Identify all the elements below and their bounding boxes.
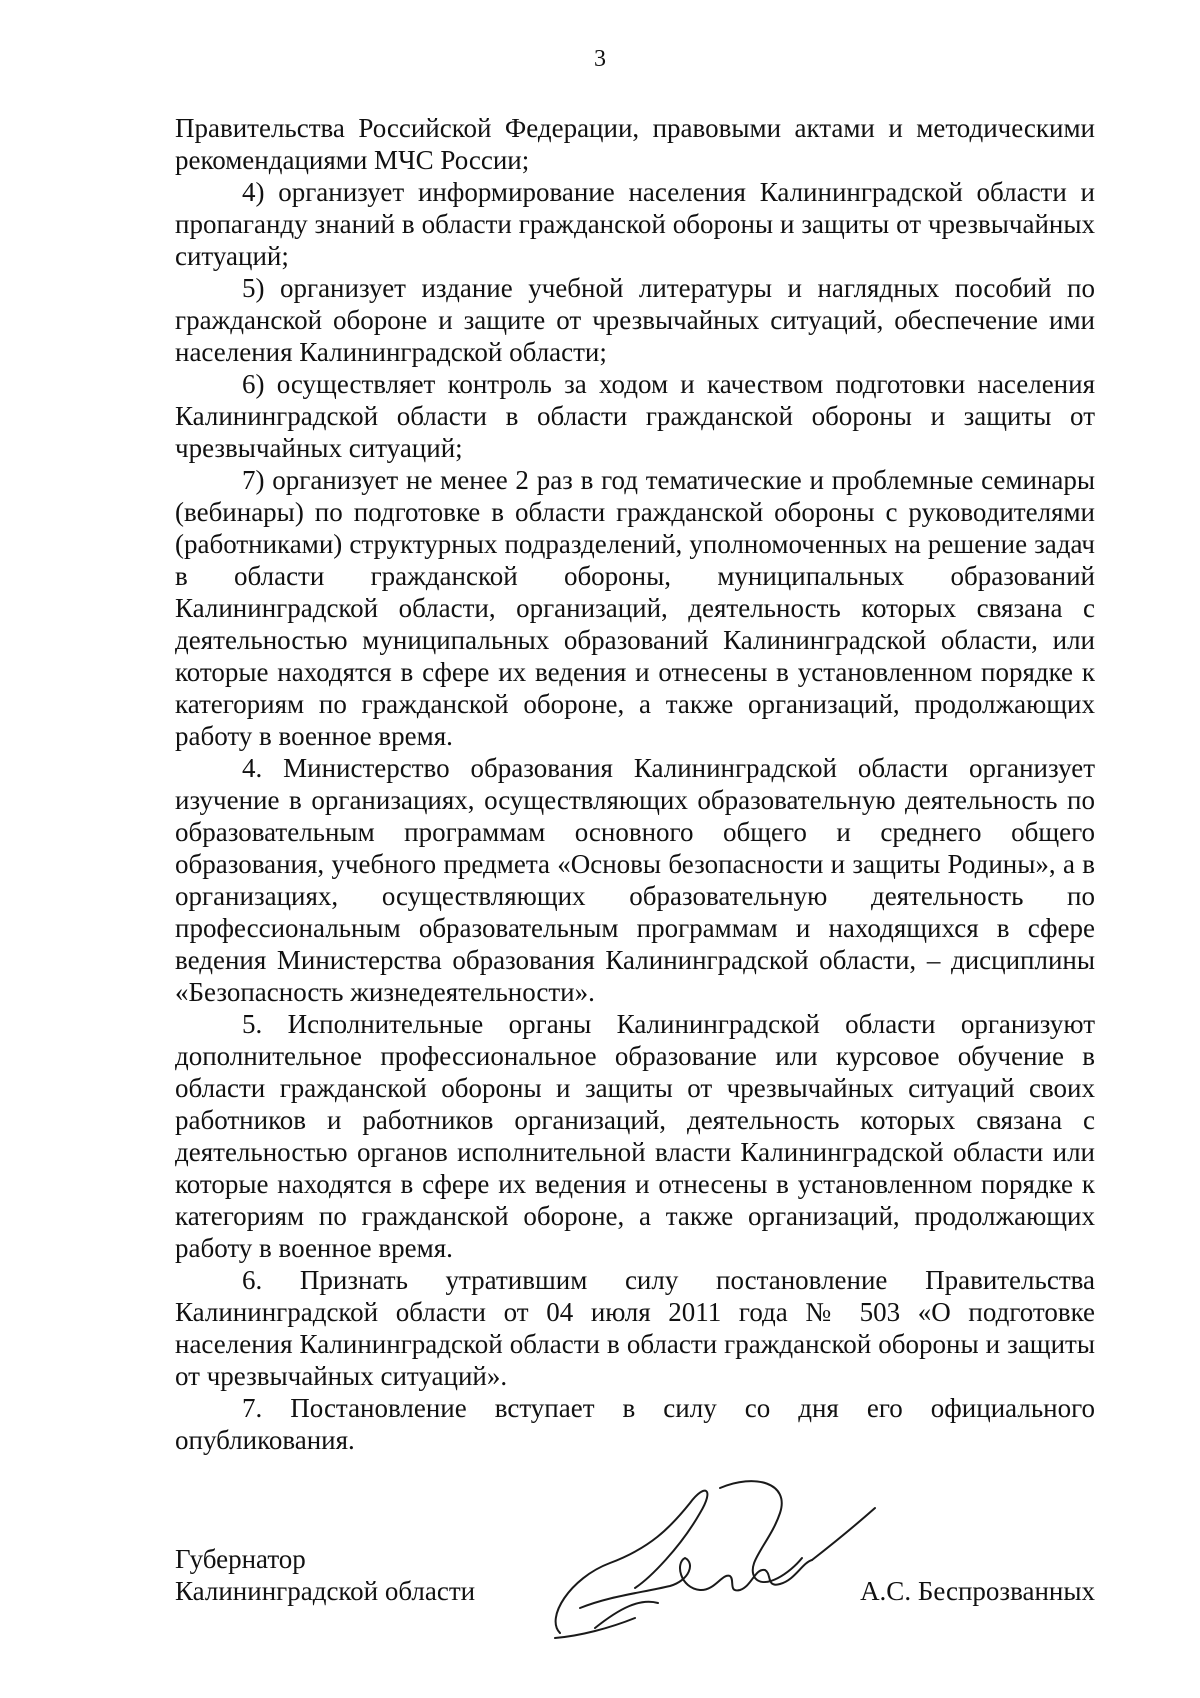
signatory-position [175, 1543, 475, 1607]
paragraph-clause-5: 5. Исполнительные органы Калининградской области организуют дополнительное профессиональное образование или курсовое обучение в области гражданской обороны и защиты от чрезвычайных ситуаций своих работников и работников организаций, деятельность которых связана с деятельностью органов исполнительной власти Калининградской области или которые находятся в сфере их ведения и отнесены в установленном порядке к категориям по гражданской обороне, а также организаций, продолжающих работу в военное время. [175, 1009, 1095, 1263]
signatory-region: Калининградской области [175, 1576, 476, 1606]
handwritten-signature [540, 1468, 880, 1648]
paragraph-item-5: 5) организует издание учебной литературы и наглядных пособий по гражданской обороне и защите от чрезвычайных ситуаций, обеспечение ими населения Калининградской области; [175, 273, 1095, 367]
paragraph-clause-7: 7. Постановление вступает в силу со дня его официального опубликования. [175, 1393, 1095, 1455]
signatory-title: Губернатор [175, 1544, 306, 1574]
paragraph-item-4: 4) организует информирование населения Калининградской области и пропаганду знаний в области гражданской обороны и защиты от чрезвычайных ситуаций; [175, 177, 1095, 271]
signatory-name: А.С. Беспрозванных [860, 1576, 1095, 1606]
paragraph-clause-6: 6. Признать утратившим силу постановление Правительства Калининградской области от 04 июля 2011 года № 503 «О подготовке населения Калининградской области в области гражданской обороны и защиты от чрезвычайных ситуаций». [175, 1265, 1095, 1391]
document-body [175, 112, 1095, 1456]
paragraph-clause-4: 4. Министерство образования Калининградской области организует изучение в организациях, осуществляющих образовательную деятельность по образовательным программам основного общего и среднего общего образования, учебного предмета «Основы безопасности и защиты Родины», а в организациях, осуществляющих образовательную деятельность по профессиональным образовательным программам и находящихся в сфере ведения Министерства образования Калининградской области, – дисциплины «Безопасность жизнедеятельности». [175, 753, 1095, 1007]
page-number: 3 [594, 46, 606, 72]
paragraph-item-7: 7) организует не менее 2 раз в год тематические и проблемные семинары (вебинары) по подготовке в области гражданской обороны с руководителями (работниками) структурных подразделений, уполномоченных на решение задач в области гражданской обороны, муниципальных образований Калининградской области, организаций, деятельность которых связана с деятельностью муниципальных образований Калининградской области, или которые находятся в сфере их ведения и отнесены в установленном порядке к категориям по гражданской обороне, а также организаций, продолжающих работу в военное время. [175, 465, 1095, 751]
paragraph-continuation: Правительства Российской Федерации, правовыми актами и методическими рекомендациями МЧС России; [175, 113, 1095, 175]
signature-block [175, 1543, 1095, 1633]
paragraph-item-6: 6) осуществляет контроль за ходом и качеством подготовки населения Калининградской области в области гражданской обороны и защиты от чрезвычайных ситуаций; [175, 369, 1095, 463]
